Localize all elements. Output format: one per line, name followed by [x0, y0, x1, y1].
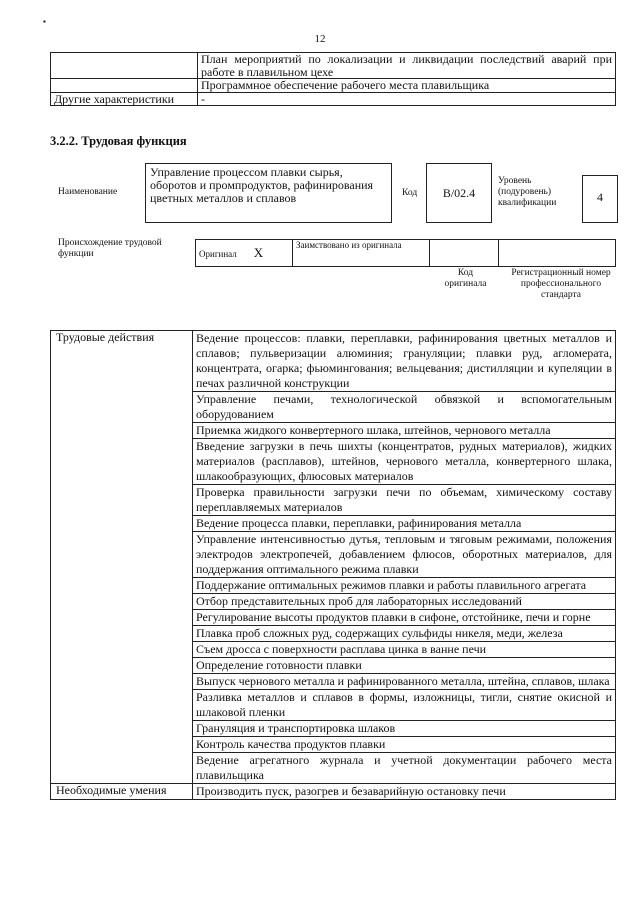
level-value: 4	[597, 190, 603, 204]
labor-action: Грануляция и транспортировка шлаков	[193, 721, 616, 737]
top-table	[50, 52, 616, 106]
labor-action: Определение готовности плавки	[193, 658, 616, 674]
labor-action: Контроль качества продуктов плавки	[193, 737, 616, 753]
code-label: Код	[402, 188, 418, 198]
origin-table	[195, 239, 616, 267]
section-title: 3.2.2. Трудовая функция	[50, 134, 187, 148]
table-cell-left	[51, 53, 198, 79]
labor-action: Отбор представительных проб для лабораторных исследований	[193, 594, 616, 610]
code-orig-cell	[430, 240, 499, 267]
table-cell-left: Другие характеристики	[51, 92, 198, 106]
table-row	[51, 79, 616, 93]
table-cell-right: План мероприятий по локализации и ликвидации последствий аварий при работе в плавильном цехе	[198, 53, 616, 79]
origin-label: Происхождение трудовой функции	[58, 238, 162, 259]
page-number: 12	[314, 33, 326, 45]
labor-action: Ведение процесса плавки, переплавки, рафинирования металла	[193, 516, 616, 532]
main-table	[50, 330, 616, 800]
level-box	[582, 175, 618, 223]
original-mark: X	[253, 244, 264, 260]
skill-item: Производить пуск, разогрев и безаварийную остановку печи	[193, 784, 616, 800]
code-value: B/02.4	[442, 186, 476, 200]
labor-action: Управление печами, технологической обвязкой и вспомогательным оборудованием	[193, 392, 616, 423]
labor-action: Съем дросса с поверхности расплава цинка в ванне печи	[193, 642, 616, 658]
name-box	[145, 163, 392, 223]
name-label: Наименование	[58, 187, 118, 197]
reg-num-cell	[499, 240, 616, 267]
reg-num-label: Регистрационный номер профессионального стандарта	[511, 268, 611, 300]
table-cell-left	[51, 79, 198, 93]
borrowed-cell: Заимствовано из оригинала	[293, 240, 430, 267]
labor-action: Выпуск чернового металла и рафинированного металла, штейна, сплавов, шлака	[193, 674, 616, 690]
labor-action: Разливка металлов и сплавов в формы, изложницы, тигли, снятие окисной и шлаковой пленки	[193, 690, 616, 721]
labor-action: Ведение процессов: плавки, переплавки, рафинирования цветных металлов и сплавов; пульверизации алюминия; грануляции; плавки руд, агломерата, концентрата, огарка; фьюмингования; вельцевания; дистилляции и купеляции в печах различной конструкции	[193, 331, 616, 392]
labor-action: Плавка проб сложных руд, содержащих сульфиды никеля, меди, железа	[193, 626, 616, 642]
labor-action: Поддержание оптимальных режимов плавки и работы плавильного агрегата	[193, 578, 616, 594]
skills-label: Необходимые умения	[51, 784, 193, 800]
labor-action: Проверка правильности загрузки печи по объемам, химическому составу переплавляемых материалов	[193, 485, 616, 516]
code-orig-label: Код оригинала	[444, 268, 487, 289]
labor-action: Приемка жидкого конвертерного шлака, штейнов, чернового металла	[193, 423, 616, 439]
table-cell-right: Программное обеспечение рабочего места плавильщика	[198, 79, 616, 93]
table-row	[51, 331, 616, 392]
table-row	[196, 240, 616, 267]
labor-action: Управление интенсивностью дутья, тепловым и тяговым режимами, положения электродов электропечей, добавлением флюсов, оборотных материалов, для поддержания оптимального режима плавки	[193, 532, 616, 578]
original-cell	[196, 240, 293, 267]
level-label: Уровень (подуровень) квалификации	[498, 176, 557, 208]
table-row	[51, 92, 616, 106]
table-row	[51, 53, 616, 79]
labor-action: Введение загрузки в печь шихты (концентратов, рудных материалов), жидких материалов (расплавов), штейнов, чернового металла, конвертерного шлака, шлакообразующих, флюсовых материалов	[193, 439, 616, 485]
labor-action: Регулирование высоты продуктов плавки в сифоне, отстойнике, печи и горне	[193, 610, 616, 626]
labor-action: Ведение агрегатного журнала и учетной документации рабочего места плавильщика	[193, 753, 616, 784]
labor-actions-label: Трудовые действия	[51, 331, 193, 784]
scan-mark: ▪	[43, 17, 46, 26]
code-box	[426, 163, 492, 223]
table-row	[51, 784, 616, 800]
name-value: Управление процессом плавки сырья, оборотов и промпродуктов, рафинирования цветных металлов и сплавов	[150, 165, 374, 205]
original-label: Оригинал	[199, 248, 237, 259]
table-cell-right: -	[198, 92, 616, 106]
